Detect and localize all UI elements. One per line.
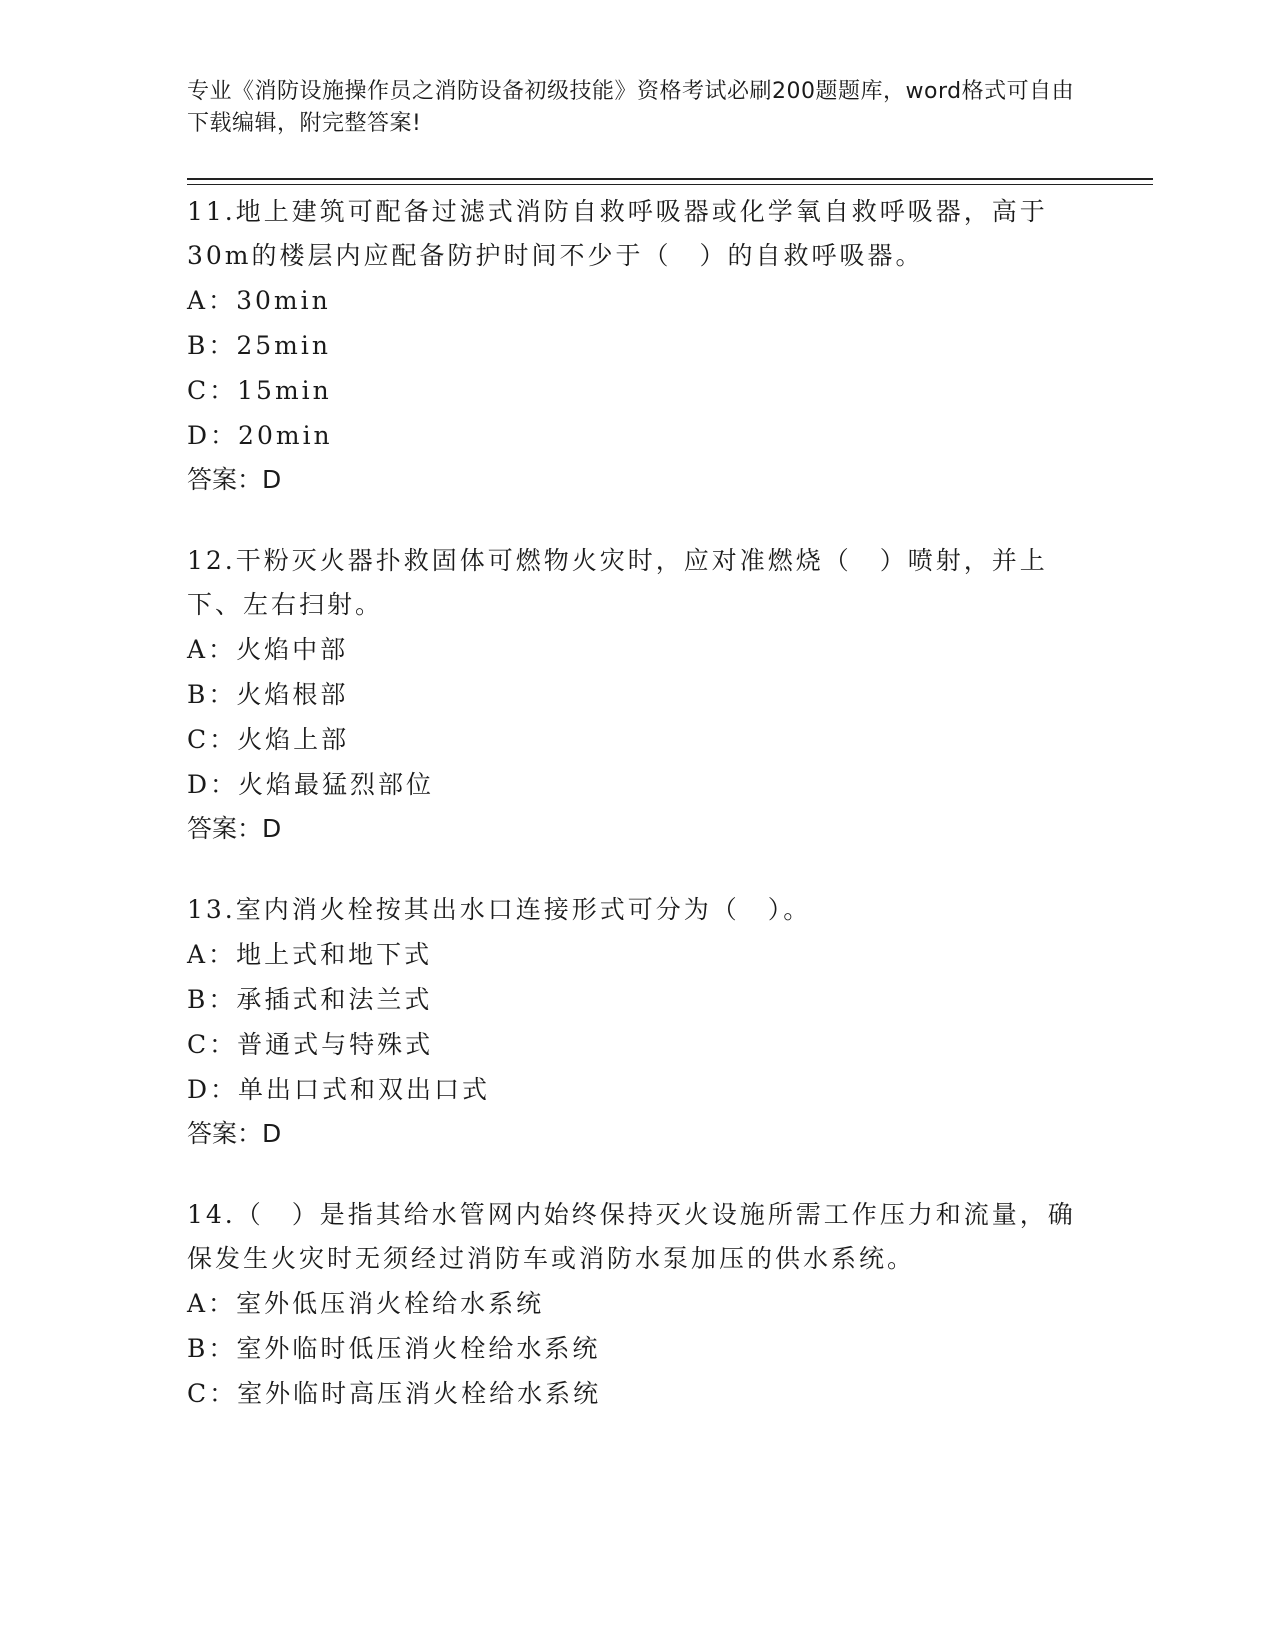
option-a <box>187 932 1087 977</box>
option-key: A： <box>187 286 237 315</box>
option-text: 25min <box>236 331 331 360</box>
option-key: C： <box>187 725 238 754</box>
option-key: D： <box>187 1075 239 1104</box>
option-key: C： <box>187 376 238 405</box>
question-text: 11.地上建筑可配备过滤式消防自救呼吸器或化学氧自救呼吸器，高于30m的楼层内应配备防护时间不少于（ ）的自救呼吸器。 <box>187 197 1048 270</box>
option-a <box>187 278 1087 323</box>
option-key: C： <box>187 1379 238 1408</box>
question-text: 12.干粉灭火器扑救固体可燃物火灾时，应对准燃烧（ ）喷射，并上下、左右扫射。 <box>187 546 1048 619</box>
answer-text: 答案：D <box>187 465 282 494</box>
option-d <box>187 762 1087 807</box>
option-a <box>187 627 1087 672</box>
header-divider-thick <box>187 178 1153 180</box>
option-b <box>187 977 1087 1022</box>
option-text: 15min <box>237 376 332 405</box>
option-b <box>187 323 1087 368</box>
option-text: 室外低压消火栓给水系统 <box>236 1289 545 1318</box>
question-text: 14.（ ）是指其给水管网内始终保持灭火设施所需工作压力和流量，确保发生火灾时无须经过消防车或消防水泵加压的供水系统。 <box>187 1200 1076 1273</box>
option-c <box>187 1022 1087 1067</box>
option-text: 20min <box>238 421 333 450</box>
option-key: B： <box>187 331 237 360</box>
option-text: 承插式和法兰式 <box>236 985 433 1014</box>
option-d <box>187 413 1087 458</box>
option-text: 地上式和地下式 <box>236 940 433 969</box>
question-text: 13.室内消火栓按其出水口连接形式可分为（ ）。 <box>187 895 812 924</box>
option-key: A： <box>187 1289 237 1318</box>
option-key: D： <box>187 770 239 799</box>
question-list <box>187 190 1087 1453</box>
option-text: 单出口式和双出口式 <box>238 1075 491 1104</box>
option-key: A： <box>187 635 237 664</box>
question-12 <box>187 539 1087 851</box>
option-text: 室外临时低压消火栓给水系统 <box>236 1334 601 1363</box>
question-13 <box>187 888 1087 1156</box>
document-header: 专业《消防设施操作员之消防设备初级技能》资格考试必刷200题题库，word格式可自由下载编辑，附完整答案! <box>187 79 1075 136</box>
question-11 <box>187 190 1087 502</box>
answer-text: 答案：D <box>187 1119 282 1148</box>
answer-text: 答案：D <box>187 814 282 843</box>
option-c <box>187 368 1087 413</box>
option-text: 火焰中部 <box>236 635 349 664</box>
option-d <box>187 1067 1087 1112</box>
option-key: B： <box>187 680 237 709</box>
option-c <box>187 1371 1087 1416</box>
option-key: B： <box>187 985 237 1014</box>
option-key: A： <box>187 940 237 969</box>
option-key: D： <box>187 421 239 450</box>
option-b <box>187 1326 1087 1371</box>
option-text: 普通式与特殊式 <box>237 1030 434 1059</box>
option-text: 火焰最猛烈部位 <box>238 770 435 799</box>
option-b <box>187 672 1087 717</box>
option-a <box>187 1281 1087 1326</box>
header-divider-thin <box>187 184 1153 185</box>
question-14 <box>187 1193 1087 1416</box>
option-text: 30min <box>236 286 331 315</box>
option-text: 火焰上部 <box>237 725 350 754</box>
option-c <box>187 717 1087 762</box>
option-text: 火焰根部 <box>236 680 349 709</box>
option-key: B： <box>187 1334 237 1363</box>
option-text: 室外临时高压消火栓给水系统 <box>237 1379 602 1408</box>
option-key: C： <box>187 1030 238 1059</box>
